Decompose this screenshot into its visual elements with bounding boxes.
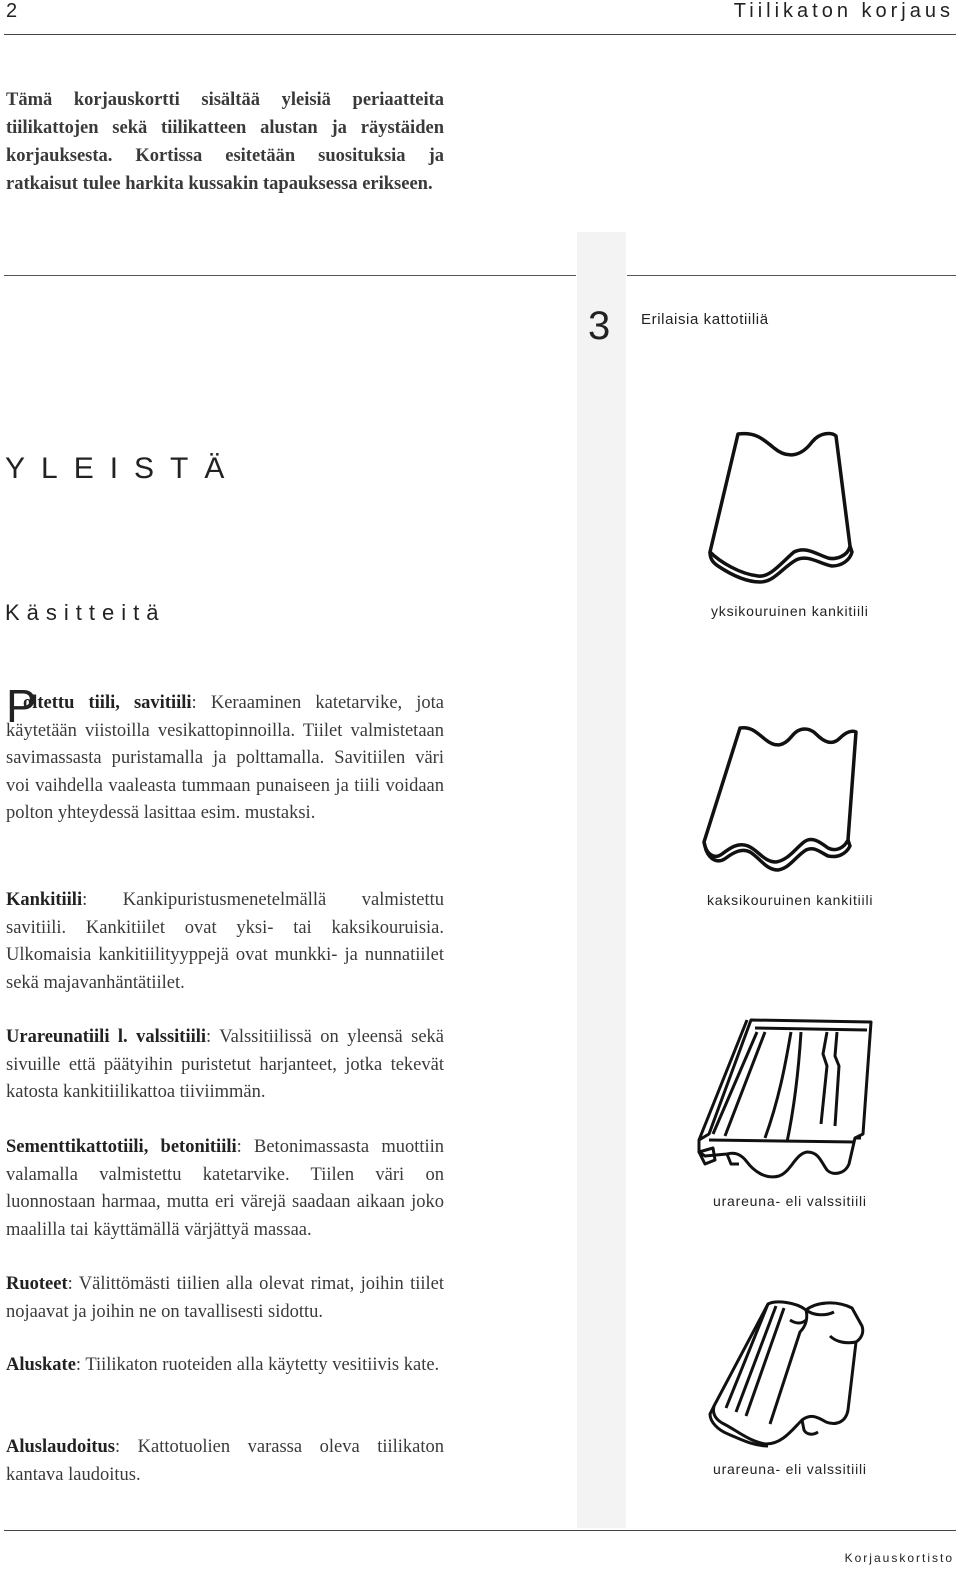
intro-paragraph: Tämä korjauskortti sisältää yleisiä periaatteita tiilikattojen sekä tiilikatteen alustan ja räystäiden korjauksesta. Kortissa esitetään suosituksia ja ratkaisut tulee harkita kussakin tapauksessa erikseen. [6, 90, 444, 194]
definition-term: Ruoteet [6, 1274, 68, 1294]
double-groove-pantile-icon [700, 722, 865, 882]
interlocking-tile-icon [695, 1014, 875, 1186]
definition-text: Keraaminen katetarvike, jota käytetään viistoilla vesikattopinnoilla. Tiilet valmistetaan savimassasta puristamalla ja polttamalla. Savitiilen väri voi vaihdella vaaleasta tummaan punaiseen ja tiili voidaan polton yhteydessä lasittaa esim. mustaksi. [6, 693, 445, 823]
definition-text: Kankipuristusmenetelmällä valmistettu savitiili. Kankitiilet ovat yksi- tai kaksikouruisia. Ulkomaisia kankitiilityyppejä ovat munkki- ja nunnatiilet sekä majavanhäntätiilet. [6, 890, 444, 993]
definition-valssitiili: Urareunatiili l. valssitiili: Valssitiilissä on yleensä sekä sivuille että päätyihin puristetut harjanteet, jotka tekevät katosta kankitiilikattoa tiiviimmän. [6, 1027, 445, 1102]
top-rule [4, 34, 956, 35]
definition-aluskate: Aluskate: Tiilikaton ruoteiden alla käytetty vesitiivis kate. [6, 1355, 440, 1375]
gutter-column [577, 232, 626, 1528]
definition-aluslaudoitus: Aluslaudoitus: Kattotuolien varassa oleva tiilikaton kantava laudoitus. [6, 1437, 444, 1485]
definition-term: Urareunatiili l. valssitiili [6, 1027, 207, 1047]
definition-poltettu-tiili: P oltettu tiili, savitiili: Keraaminen katetarvike, jota käytetään viistoilla vesikattopinnoilla. Tiilet valmistetaan savimassasta puristamalla ja polttamalla. Savitiilen väri voi vaihdella vaaleasta tummaan punaiseen ja tiili voidaan polton yhteydessä lasittaa esim. mustaksi. [6, 680, 445, 823]
definition-text: Tiilikaton ruoteiden alla käytetty vesitiivis kate. [85, 1355, 440, 1375]
interlocking-tile-variant-icon [706, 1298, 886, 1448]
figure-number: 3 [588, 304, 611, 348]
drop-cap: P [6, 680, 37, 732]
illustration-caption: kaksikouruinen kankitiili [707, 892, 874, 908]
page-number: 2 [6, 0, 18, 22]
bottom-rule [4, 1530, 956, 1531]
footer-label: Korjauskortisto [844, 1551, 954, 1565]
sub-heading: Käsitteitä [5, 600, 166, 625]
definition-kankitiili: Kankitiili: Kankipuristusmenetelmällä valmistettu savitiili. Kankitiilet ovat yksi- tai kaksikouruisia. Ulkomaisia kankitiilityyppejä ovat munkki- ja nunnatiilet sekä majavanhäntätiilet. [6, 890, 444, 993]
running-title: Tiilikaton korjaus [733, 0, 954, 22]
illustration-caption: yksikouruinen kankitiili [711, 603, 869, 619]
definition-text: Valssitiilissä on yleensä sekä sivuille että päätyihin puristetut harjanteet, jotka tekevät katosta kankitiilikattoa tiiviimmän. [6, 1027, 445, 1102]
definition-term: Kankitiili [6, 890, 83, 910]
definition-text: Välittömästi tiilien alla olevat rimat, joihin tiilet nojaavat ja joihin ne on tavallisesti sidottu. [6, 1274, 444, 1322]
illustration-caption: urareuna- eli valssitiili [713, 1193, 867, 1209]
definition-ruoteet: Ruoteet: Välittömästi tiilien alla olevat rimat, joihin tiilet nojaavat ja joihin ne on tavallisesti sidottu. [6, 1274, 444, 1322]
definition-text: Betonimassasta muottiin valamalla valmistettu katetarvike. Tiilen väri on luonnostaan harmaa, mutta eri värejä saadaan aikaan joko maalilla tai käyttämällä värjättyä massaa. [6, 1137, 445, 1240]
section-rule-left [4, 275, 576, 276]
section-rule-right [627, 275, 956, 276]
section-heading: YLEISTÄ [5, 452, 241, 485]
definition-term: Aluslaudoitus [6, 1437, 115, 1457]
definition-text: Kattotuolien varassa oleva tiilikaton kantava laudoitus. [6, 1437, 444, 1485]
definition-term: oltettu tiili, savitiili [23, 693, 192, 713]
figure-title: Erilaisia kattotiiliä [641, 311, 769, 328]
illustration-caption: urareuna- eli valssitiili [713, 1461, 867, 1477]
definition-betonitiili: Sementtikattotiili, betonitiili: Betonimassasta muottiin valamalla valmistettu katetarvike. Tiilen väri on luonnostaan harmaa, mutta eri värejä saadaan aikaan joko maalilla tai käyttämällä värjättyä massaa. [6, 1137, 445, 1240]
definition-term: Aluskate [6, 1355, 76, 1375]
definition-term: Sementtikattotiili, betonitiili [6, 1137, 237, 1157]
single-groove-pantile-icon [700, 428, 870, 593]
